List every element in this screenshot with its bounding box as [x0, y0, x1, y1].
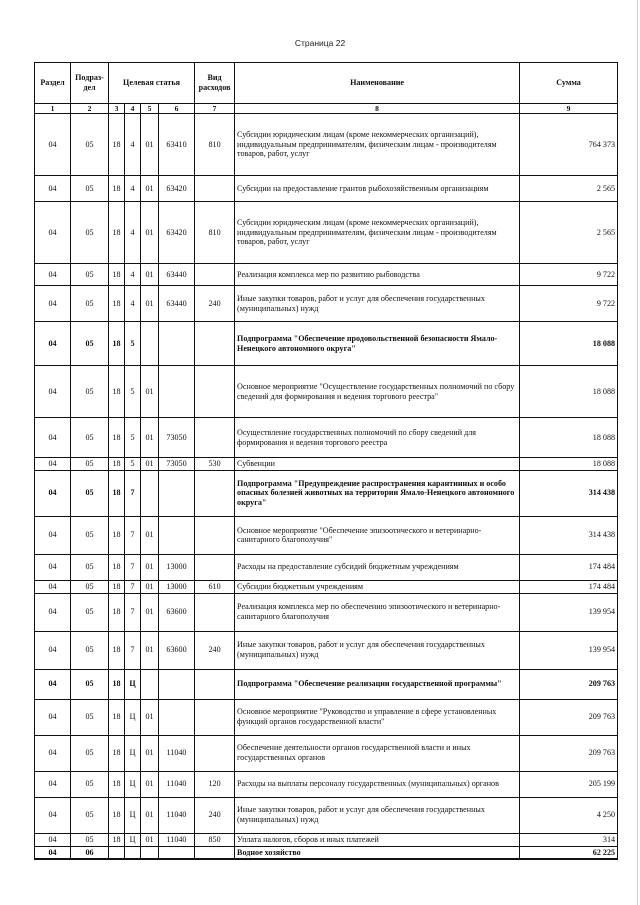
table-row: [35, 554, 618, 580]
cell-naimenovanie: Обеспечение деятельности органов государственной власти и иных государственных органов: [235, 735, 520, 771]
cell-podrazdel: 05: [71, 202, 109, 264]
cell-cs-event: 01: [141, 286, 159, 322]
cell-podrazdel: 05: [71, 418, 109, 458]
cell-cs-direction: 11040: [159, 735, 195, 771]
cell-cs-direction: [159, 699, 195, 735]
cell-cs-direction: 63600: [159, 631, 195, 669]
cell-cs-direction: 63410: [159, 114, 195, 176]
cell-summa: 18 088: [520, 366, 618, 418]
cell-vid-rashodov: 120: [195, 771, 235, 797]
cell-summa: 139 954: [520, 631, 618, 669]
cell-razdel: 04: [35, 833, 71, 846]
cell-razdel: 04: [35, 699, 71, 735]
cell-cs-direction: 63420: [159, 202, 195, 264]
cell-podrazdel: 05: [71, 580, 109, 593]
cell-cs-subprogram: 4: [125, 286, 141, 322]
cell-naimenovanie: Субсидии на предоставление грантов рыбохозяйственным организациям: [235, 176, 520, 202]
col-number: 8: [235, 104, 520, 114]
cell-summa: 209 763: [520, 669, 618, 699]
cell-vid-rashodov: [195, 846, 235, 859]
cell-cs-subprogram: 7: [125, 593, 141, 631]
cell-vid-rashodov: [195, 669, 235, 699]
cell-podrazdel: 05: [71, 470, 109, 516]
cell-vid-rashodov: 240: [195, 631, 235, 669]
cell-cs-direction: 63600: [159, 593, 195, 631]
cell-podrazdel: 05: [71, 264, 109, 286]
cell-cs-event: 01: [141, 833, 159, 846]
cell-razdel: 04: [35, 554, 71, 580]
cell-cs-direction: 73050: [159, 458, 195, 471]
cell-cs-subprogram: Ц: [125, 669, 141, 699]
table-row: [35, 114, 618, 176]
table-row: [35, 593, 618, 631]
cell-razdel: 04: [35, 593, 71, 631]
cell-cs-subprogram: Ц: [125, 797, 141, 833]
cell-cs-subprogram: Ц: [125, 771, 141, 797]
cell-cs-subprogram: 4: [125, 176, 141, 202]
cell-cs-program: 18: [109, 418, 125, 458]
cell-razdel: 04: [35, 797, 71, 833]
cell-vid-rashodov: [195, 554, 235, 580]
cell-razdel: 04: [35, 286, 71, 322]
cell-summa: 209 763: [520, 735, 618, 771]
cell-cs-subprogram: 4: [125, 114, 141, 176]
table-row: [35, 699, 618, 735]
cell-cs-program: 18: [109, 458, 125, 471]
cell-summa: 4 250: [520, 797, 618, 833]
cell-cs-direction: [159, 669, 195, 699]
cell-cs-direction: 13000: [159, 580, 195, 593]
cell-cs-subprogram: Ц: [125, 833, 141, 846]
cell-podrazdel: 05: [71, 631, 109, 669]
table-row: [35, 846, 618, 859]
cell-vid-rashodov: [195, 593, 235, 631]
cell-summa: 2 565: [520, 176, 618, 202]
cell-cs-event: [141, 470, 159, 516]
cell-naimenovanie: Иные закупки товаров, работ и услуг для обеспечения государственных (муниципальных) нужд: [235, 286, 520, 322]
cell-summa: 174 484: [520, 554, 618, 580]
page-title: Страница 22: [294, 38, 346, 48]
cell-vid-rashodov: 610: [195, 580, 235, 593]
cell-vid-rashodov: [195, 366, 235, 418]
table-row: [35, 631, 618, 669]
cell-podrazdel: 05: [71, 286, 109, 322]
cell-cs-program: 18: [109, 202, 125, 264]
cell-naimenovanie: Уплата налогов, сборов и иных платежей: [235, 833, 520, 846]
cell-cs-subprogram: 7: [125, 580, 141, 593]
cell-cs-subprogram: 5: [125, 366, 141, 418]
cell-cs-event: 01: [141, 593, 159, 631]
table-row: [35, 286, 618, 322]
cell-summa: 209 763: [520, 699, 618, 735]
cell-razdel: 04: [35, 264, 71, 286]
cell-cs-direction: [159, 516, 195, 554]
cell-summa: 139 954: [520, 593, 618, 631]
cell-podrazdel: 05: [71, 366, 109, 418]
cell-naimenovanie: Субсидии юридическим лицам (кроме некоммерческих организаций), индивидуальным предпринимателям, физическим лицам - производителям товаров, работ, услуг: [235, 114, 520, 176]
table-row: [35, 833, 618, 846]
cell-cs-direction: 11040: [159, 797, 195, 833]
cell-cs-event: 01: [141, 366, 159, 418]
cell-vid-rashodov: 240: [195, 286, 235, 322]
table-row: [35, 202, 618, 264]
cell-razdel: 04: [35, 470, 71, 516]
cell-summa: 314 438: [520, 470, 618, 516]
cell-vid-rashodov: 240: [195, 797, 235, 833]
cell-vid-rashodov: [195, 470, 235, 516]
cell-cs-subprogram: Ц: [125, 735, 141, 771]
col-number: 9: [520, 104, 618, 114]
cell-razdel: 04: [35, 580, 71, 593]
cell-cs-event: 01: [141, 554, 159, 580]
cell-cs-program: 18: [109, 286, 125, 322]
cell-summa: 174 484: [520, 580, 618, 593]
cell-cs-program: 18: [109, 176, 125, 202]
cell-summa: 314: [520, 833, 618, 846]
header-podrazdel: Подраз-дел: [71, 63, 109, 104]
cell-cs-event: 01: [141, 771, 159, 797]
col-number: 4: [125, 104, 141, 114]
cell-razdel: 04: [35, 322, 71, 366]
cell-naimenovanie: Субсидии юридическим лицам (кроме некоммерческих организаций), индивидуальным предпринимателям, физическим лицам - производителям товаров, работ, услуг: [235, 202, 520, 264]
cell-cs-subprogram: 7: [125, 470, 141, 516]
cell-podrazdel: 05: [71, 176, 109, 202]
cell-cs-program: 18: [109, 516, 125, 554]
cell-cs-program: 18: [109, 735, 125, 771]
table-row: [35, 366, 618, 418]
cell-razdel: 04: [35, 366, 71, 418]
header-summa: Сумма: [520, 63, 618, 104]
cell-podrazdel: 05: [71, 516, 109, 554]
cell-cs-event: 01: [141, 458, 159, 471]
cell-naimenovanie: Подпрограмма "Обеспечение реализации государственной программы": [235, 669, 520, 699]
cell-cs-direction: [159, 470, 195, 516]
cell-summa: 314 438: [520, 516, 618, 554]
cell-cs-direction: 63440: [159, 286, 195, 322]
cell-cs-direction: 63440: [159, 264, 195, 286]
cell-razdel: 04: [35, 771, 71, 797]
cell-cs-event: 01: [141, 797, 159, 833]
col-number: 7: [195, 104, 235, 114]
cell-cs-program: 18: [109, 322, 125, 366]
cell-vid-rashodov: [195, 176, 235, 202]
table-row: [35, 797, 618, 833]
cell-cs-program: [109, 846, 125, 859]
cell-podrazdel: 05: [71, 699, 109, 735]
cell-naimenovanie: Водное хозяйство: [235, 846, 520, 859]
cell-razdel: 04: [35, 458, 71, 471]
cell-summa: 764 373: [520, 114, 618, 176]
table-row: [35, 176, 618, 202]
cell-cs-subprogram: 5: [125, 322, 141, 366]
cell-cs-program: 18: [109, 366, 125, 418]
cell-summa: 18 088: [520, 322, 618, 366]
cell-podrazdel: 05: [71, 458, 109, 471]
cell-naimenovanie: Подпрограмма "Обеспечение продовольственной безопасности Ямало-Ненецкого автономного округа": [235, 322, 520, 366]
cell-cs-program: 18: [109, 264, 125, 286]
cell-razdel: 04: [35, 516, 71, 554]
table-row: [35, 669, 618, 699]
cell-cs-direction: 11040: [159, 771, 195, 797]
cell-cs-direction: [159, 322, 195, 366]
table-row: [35, 418, 618, 458]
cell-cs-program: 18: [109, 470, 125, 516]
cell-naimenovanie: Осуществление государственных полномочий по сбору сведений для формирования и ведения торгового реестра: [235, 418, 520, 458]
cell-naimenovanie: Расходы на выплаты персоналу государственных (муниципальных) органов: [235, 771, 520, 797]
cell-cs-program: 18: [109, 699, 125, 735]
cell-cs-program: 18: [109, 580, 125, 593]
cell-podrazdel: 05: [71, 554, 109, 580]
col-number: 2: [71, 104, 109, 114]
cell-razdel: 04: [35, 202, 71, 264]
cell-cs-program: 18: [109, 797, 125, 833]
cell-vid-rashodov: [195, 264, 235, 286]
cell-vid-rashodov: 810: [195, 202, 235, 264]
cell-cs-subprogram: Ц: [125, 699, 141, 735]
cell-cs-event: 01: [141, 202, 159, 264]
cell-summa: 18 088: [520, 418, 618, 458]
cell-razdel: 04: [35, 114, 71, 176]
cell-podrazdel: 05: [71, 771, 109, 797]
cell-podrazdel: 05: [71, 735, 109, 771]
cell-vid-rashodov: 850: [195, 833, 235, 846]
cell-summa: 62 225: [520, 846, 618, 859]
cell-naimenovanie: Иные закупки товаров, работ и услуг для обеспечения государственных (муниципальных) нужд: [235, 631, 520, 669]
cell-naimenovanie: Субсидии бюджетным учреждениям: [235, 580, 520, 593]
table-row: [35, 264, 618, 286]
cell-cs-subprogram: 4: [125, 264, 141, 286]
cell-cs-program: 18: [109, 114, 125, 176]
cell-podrazdel: 05: [71, 593, 109, 631]
header-vid-rashodov: Вид расходов: [195, 63, 235, 104]
cell-vid-rashodov: [195, 516, 235, 554]
cell-podrazdel: 05: [71, 322, 109, 366]
cell-vid-rashodov: [195, 418, 235, 458]
table-row: [35, 580, 618, 593]
cell-podrazdel: 05: [71, 797, 109, 833]
cell-podrazdel: 05: [71, 833, 109, 846]
cell-razdel: 04: [35, 176, 71, 202]
cell-vid-rashodov: 810: [195, 114, 235, 176]
table-row: [35, 458, 618, 471]
cell-cs-event: 01: [141, 418, 159, 458]
cell-cs-program: 18: [109, 593, 125, 631]
cell-cs-event: [141, 669, 159, 699]
table-row: [35, 735, 618, 771]
cell-razdel: 04: [35, 418, 71, 458]
table-row: [35, 322, 618, 366]
header-naimenovanie: Наименование: [235, 63, 520, 104]
cell-naimenovanie: Основное мероприятие "Обеспечение эпизоотического и ветеринарно-санитарного благополучия": [235, 516, 520, 554]
cell-summa: 9 722: [520, 264, 618, 286]
cell-cs-direction: [159, 846, 195, 859]
cell-cs-subprogram: 5: [125, 418, 141, 458]
cell-cs-event: 01: [141, 114, 159, 176]
cell-cs-direction: [159, 366, 195, 418]
cell-cs-subprogram: [125, 846, 141, 859]
cell-razdel: 04: [35, 735, 71, 771]
cell-summa: 18 088: [520, 458, 618, 471]
cell-podrazdel: 06: [71, 846, 109, 859]
cell-cs-direction: 73050: [159, 418, 195, 458]
cell-summa: 9 722: [520, 286, 618, 322]
cell-cs-event: 01: [141, 735, 159, 771]
cell-naimenovanie: Иные закупки товаров, работ и услуг для обеспечения государственных (муниципальных) нужд: [235, 797, 520, 833]
table-row: [35, 516, 618, 554]
col-number: 1: [35, 104, 71, 114]
cell-cs-subprogram: 7: [125, 516, 141, 554]
cell-cs-program: 18: [109, 833, 125, 846]
header-razdel: Раздел: [35, 63, 71, 104]
cell-razdel: 04: [35, 631, 71, 669]
cell-cs-subprogram: 7: [125, 554, 141, 580]
cell-vid-rashodov: [195, 735, 235, 771]
page-edge: [637, 0, 638, 905]
cell-razdel: 04: [35, 846, 71, 859]
cell-cs-event: [141, 846, 159, 859]
cell-podrazdel: 05: [71, 669, 109, 699]
cell-naimenovanie: Субвенции: [235, 458, 520, 471]
cell-cs-event: 01: [141, 264, 159, 286]
cell-cs-subprogram: 4: [125, 202, 141, 264]
cell-cs-program: 18: [109, 669, 125, 699]
cell-naimenovanie: Реализация комплекса мер по обеспечению эпизоотического и ветеринарно-санитарного благополучия: [235, 593, 520, 631]
cell-cs-event: 01: [141, 580, 159, 593]
header-celevaya-statya: Целевая статья: [109, 63, 195, 104]
col-number: 3: [109, 104, 125, 114]
cell-cs-subprogram: 5: [125, 458, 141, 471]
cell-cs-event: 01: [141, 176, 159, 202]
cell-vid-rashodov: [195, 699, 235, 735]
cell-naimenovanie: Расходы на предоставление субсидий бюджетным учреждениям: [235, 554, 520, 580]
cell-cs-program: 18: [109, 771, 125, 797]
column-number-row: [35, 104, 618, 114]
cell-cs-direction: 13000: [159, 554, 195, 580]
cell-naimenovanie: Основное мероприятие "Руководство и управление в сфере установленных функций органов государственной власти": [235, 699, 520, 735]
header-row: [35, 63, 618, 104]
cell-vid-rashodov: 530: [195, 458, 235, 471]
cell-summa: 205 199: [520, 771, 618, 797]
cell-cs-program: 18: [109, 631, 125, 669]
budget-table: [34, 62, 618, 860]
cell-cs-direction: 11040: [159, 833, 195, 846]
cell-cs-subprogram: 7: [125, 631, 141, 669]
cell-naimenovanie: Основное мероприятие "Осуществление государственных полномочий по сбору сведений для формирования и ведения торгового реестра": [235, 366, 520, 418]
col-number: 5: [141, 104, 159, 114]
cell-cs-event: 01: [141, 631, 159, 669]
cell-razdel: 04: [35, 669, 71, 699]
cell-cs-direction: 63420: [159, 176, 195, 202]
cell-cs-event: 01: [141, 699, 159, 735]
cell-cs-event: 01: [141, 516, 159, 554]
cell-cs-event: [141, 322, 159, 366]
cell-naimenovanie: Подпрограмма "Предупреждение распространения карантинных и особо опасных болезней животных на территории Ямало-Ненецкого автономного округа": [235, 470, 520, 516]
table-row: [35, 771, 618, 797]
cell-cs-program: 18: [109, 554, 125, 580]
cell-podrazdel: 05: [71, 114, 109, 176]
table-row: [35, 470, 618, 516]
cell-summa: 2 565: [520, 202, 618, 264]
col-number: 6: [159, 104, 195, 114]
cell-vid-rashodov: [195, 322, 235, 366]
cell-naimenovanie: Реализация комплекса мер по развитию рыбоводства: [235, 264, 520, 286]
